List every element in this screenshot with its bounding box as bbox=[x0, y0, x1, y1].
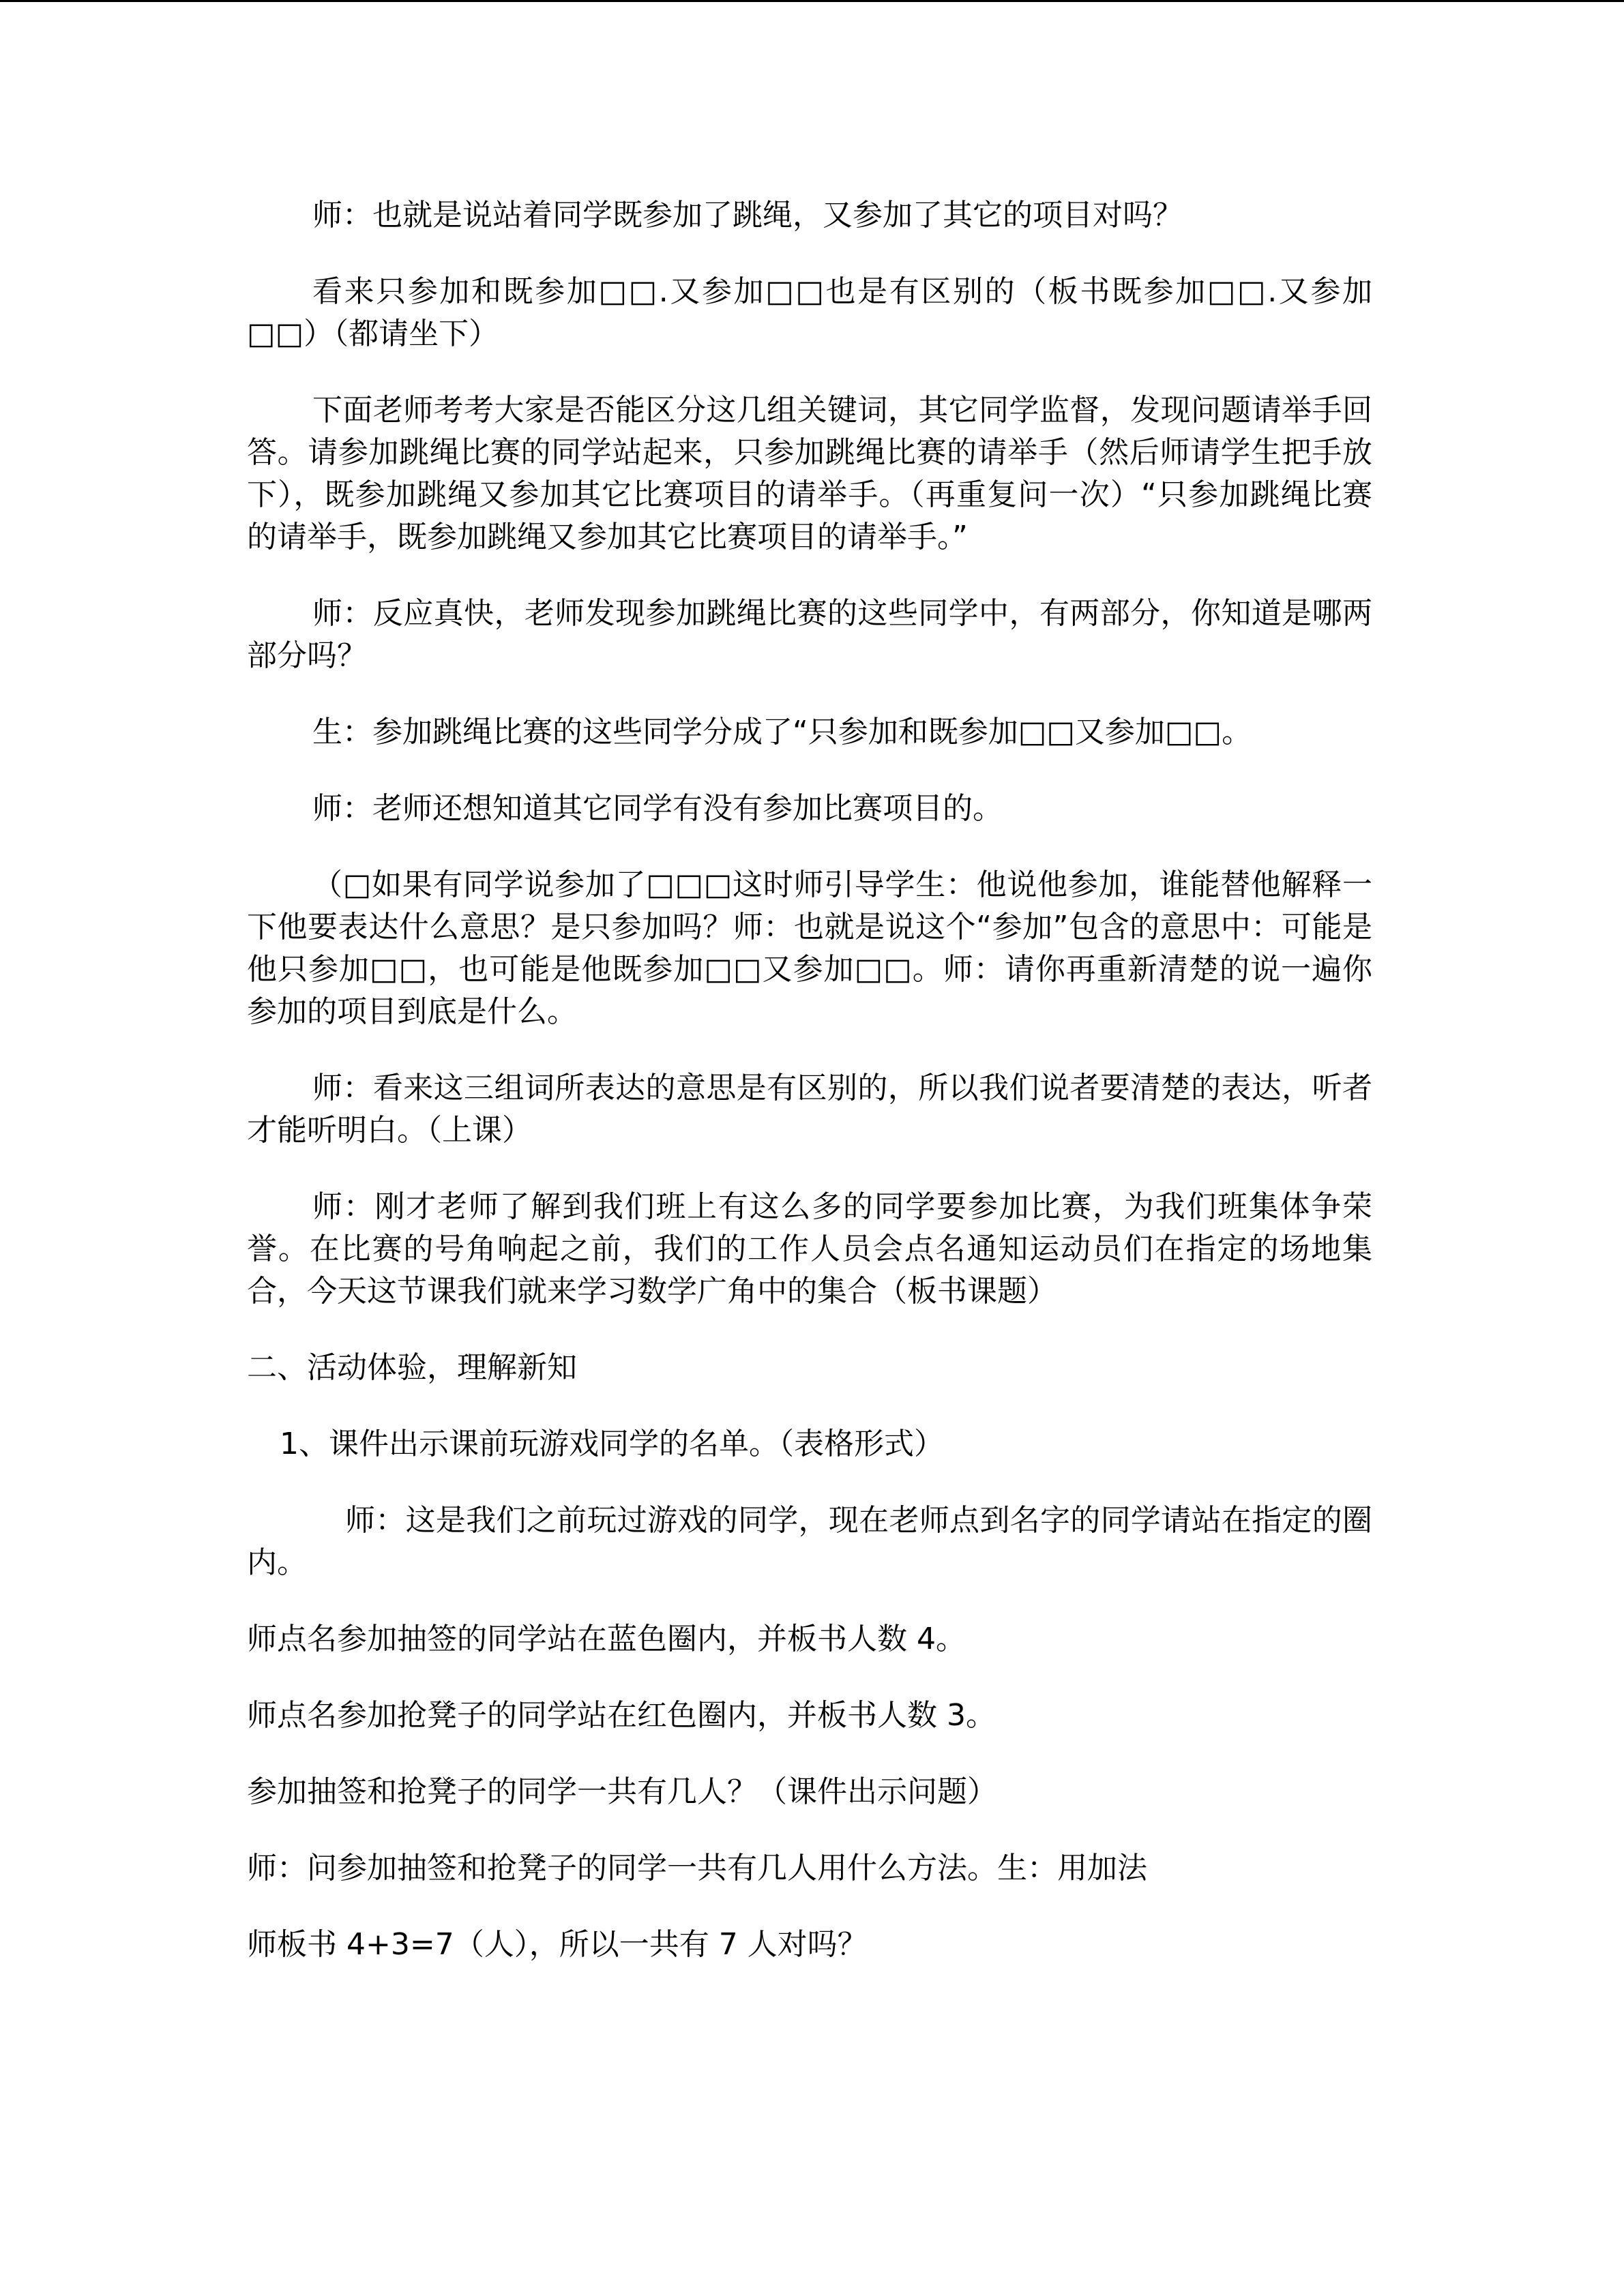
list-item: 1、课件出示课前玩游戏同学的名单。（表格形式） bbox=[280, 1427, 944, 1461]
paragraph: 参加抽签和抢凳子的同学一共有几人？（课件出示问题） bbox=[247, 1774, 997, 1809]
paragraph: 下面老师考考大家是否能区分这几组关键词，其它同学监督，发现问题请举手回答。请参加跳绳比赛的同学站起来，只参加跳绳比赛的请举手（然后师请学生把手放下），既参加跳绳又参加其它比赛项目的请举手。（再重复问一次）“只参加跳绳比赛的请举手，既参加跳绳又参加其它比赛项目的请举手。” bbox=[247, 393, 1372, 554]
document-body bbox=[247, 194, 1372, 2000]
section-heading: 二、活动体验，理解新知 bbox=[247, 1350, 577, 1385]
paragraph: 师：也就是说站着同学既参加了跳绳，又参加了其它的项目对吗？ bbox=[312, 198, 1183, 233]
paragraph: 师：这是我们之前玩过游戏的同学，现在老师点到名字的同学请站在指定的圈内。 bbox=[247, 1503, 1372, 1580]
paragraph: 师板书 4+3=7（人），所以一共有 7 人对吗？ bbox=[247, 1927, 868, 1962]
paragraph: 师点名参加抽签的同学站在蓝色圈内，并板书人数 4。 bbox=[247, 1622, 966, 1656]
paragraph: 看来只参加和既参加□□.又参加□□也是有区别的（板书既参加□□.又参加□□）（都请坐下） bbox=[247, 274, 1372, 351]
paragraph: 师：刚才老师了解到我们班上有这么多的同学要参加比赛，为我们班集体争荣誉。在比赛的号角响起之前，我们的工作人员会点名通知运动员们在指定的场地集合，今天这节课我们就来学习数学广角中的集合（板书课题） bbox=[247, 1189, 1372, 1309]
paragraph: 生：参加跳绳比赛的这些同学分成了“只参加和既参加□□又参加□□。 bbox=[312, 715, 1252, 749]
paragraph: 师点名参加抢凳子的同学站在红色圈内，并板书人数 3。 bbox=[247, 1698, 996, 1733]
page-top-border bbox=[0, 0, 1624, 2]
paragraph: 师：老师还想知道其它同学有没有参加比赛项目的。 bbox=[312, 791, 1003, 826]
paragraph: 师：看来这三组词所表达的意思是有区别的，所以我们说者要清楚的表达，听者才能听明白。（上课） bbox=[247, 1071, 1372, 1148]
paragraph: （□如果有同学说参加了□□□这时师引导学生：他说他参加，谁能替他解释一下他要表达什么意思？是只参加吗？师：也就是说这个“参加”包含的意思中：可能是他只参加□□，也可能是他既参加□□又参加□□。师：请你再重新清楚的说一遍你参加的项目到底是什么。 bbox=[247, 867, 1372, 1029]
paragraph: 师：反应真快，老师发现参加跳绳比赛的这些同学中，有两部分，你知道是哪两部分吗？ bbox=[247, 596, 1372, 673]
paragraph: 师：问参加抽签和抢凳子的同学一共有几人用什么方法。生：用加法 bbox=[247, 1851, 1147, 1885]
